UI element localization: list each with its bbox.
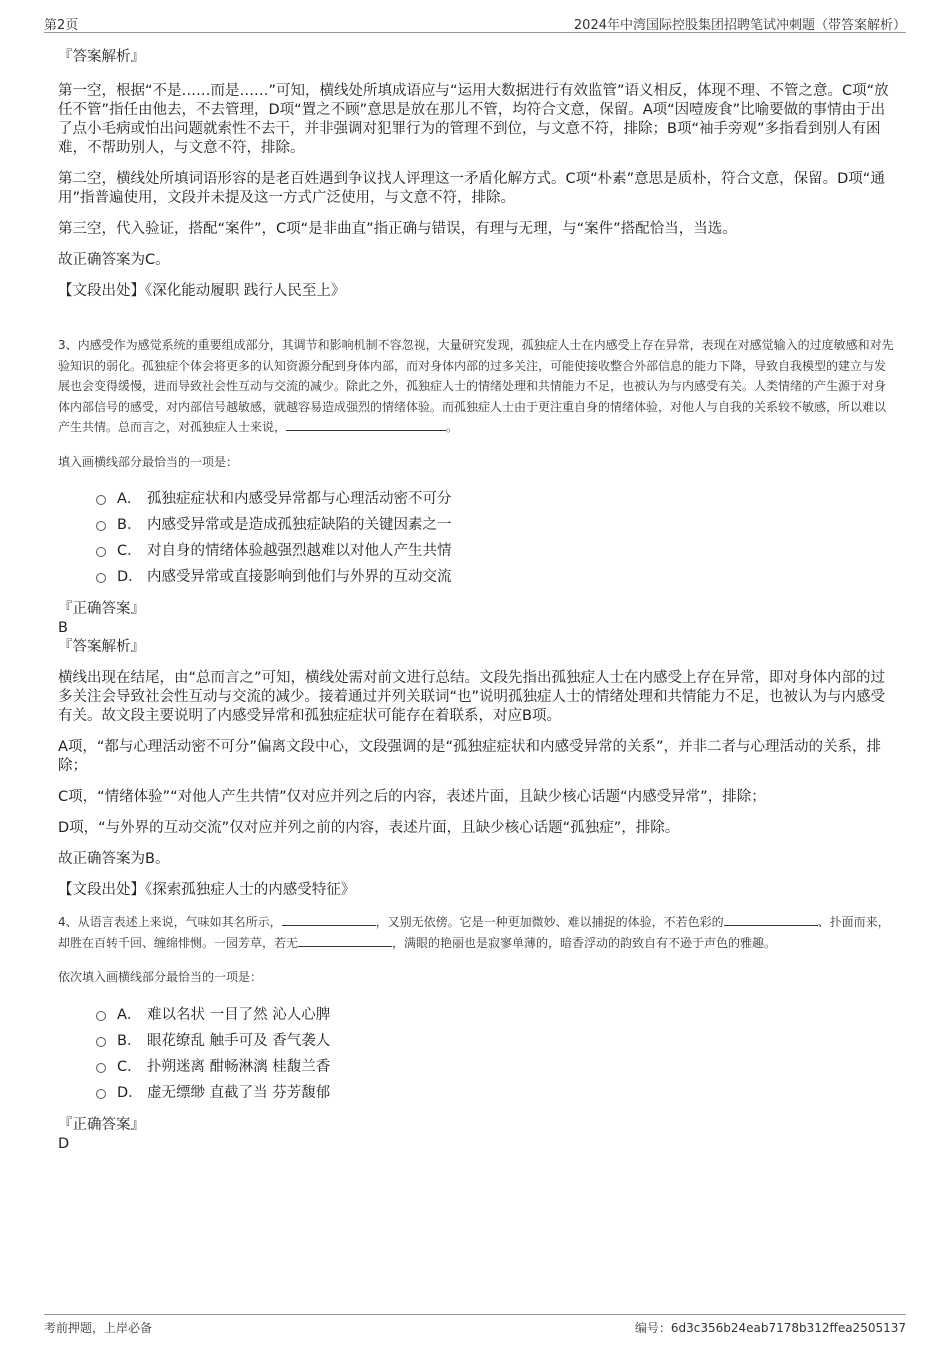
source-title: 《探索孤独症人士的内感受特征》	[145, 882, 356, 898]
passage-source	[58, 881, 894, 900]
option-b[interactable]: B． 眼花缭乱 触手可及 香气袭人	[96, 1028, 894, 1054]
analysis-paragraph: C项，“情绪体验”“对他人产生共情”仅对应并列之后的内容，表述片面，且缺少核心话题“内感受异常”，排除；	[58, 789, 766, 805]
option-c[interactable]: C． 扑朔迷离 酣畅淋漓 桂馥兰香	[96, 1054, 894, 1080]
footer-slogan: 考前押题，上岸必备	[44, 1321, 153, 1335]
document-code: 编号：6d3c356b24eab7178b312ffea2505137	[634, 1321, 906, 1335]
option-c[interactable]: C． 对自身的情绪体验越强烈越难以对他人产生共情	[96, 538, 894, 564]
question-stem	[58, 335, 894, 438]
analysis-paragraph: D项，“与外界的互动交流”仅对应并列之前的内容，表述片面，且缺少核心话题“孤独症”，排除。	[58, 820, 680, 836]
source-label: 【文段出处】	[58, 882, 145, 898]
page-number: 第2页	[44, 18, 79, 33]
option-d[interactable]: D． 内感受异常或直接影响到他们与外界的互动交流	[96, 564, 894, 590]
correct-answer-label: 『正确答案』	[58, 1116, 145, 1133]
question-prompt: 填入画横线部分最恰当的一项是：	[58, 454, 239, 469]
analysis-paragraph: 第一空，根据“不是……而是……”可知，横线处所填成语应与“运用大数据进行有效监管”语义相反，体现不理、不管之意。C项“放任不管”指任由他去，不去管理，D项“置之不顾”意思是放在那儿不管，均符合文意，保留。A项“因噎废食”比喻要做的事情由于出了点小毛病或怕出问题就索性不去干，并非强调对犯罪行为的管理不到位，与文意不符，排除；B项“袖手旁观”多指看到别人有困难，不帮助别人，与文意不符，排除。	[58, 83, 889, 156]
document-title: 2024年中湾国际控股集团招聘笔试冲刺题（带答案解析）	[573, 18, 906, 33]
answer-blank	[724, 913, 818, 926]
correct-answer-conclusion: 故正确答案为C。	[58, 252, 170, 268]
page-content	[58, 48, 894, 1154]
question-stem-text: 3、内感受作为感觉系统的重要组成部分，其调节和影响机制不容忽视，大量研究发现，孤独症人士在内感受上存在异常，表现在对感觉输入的过度敏感和对先验知识的弱化。孤独症个体会将更多的认知资源分配到身体内部，而对身体内部的过多关注，可能使接收整合外部信息的能力下降，导致自我模型的建立与发展也会变得缓慢，进而导致社会性互动与交流的减少。除此之外，孤独症人士的情绪处理和共情能力不足，也被认为与内感受有关。人类情绪的产生源于对身体内部信号的感受，对内部信号越敏感，就越容易造成强烈的情绪体验。而孤独症人士由于更注重自身的情绪体验，对他人与自我的关系较不敏感，所以难以产生共情。总而言之，对孤独症人士来说，	[58, 338, 894, 434]
passage-source	[58, 282, 894, 301]
analysis-paragraph: 第二空，横线处所填词语形容的是老百姓遇到争议找人评理这一矛盾化解方式。C项“朴素”意思是质朴，符合文意，保留。D项“通用”指普遍使用，文段并未提及这一方式广泛使用，与文意不符，排除。	[58, 171, 885, 206]
analysis-paragraph: A项，“都与心理活动密不可分”偏离文段中心，文段强调的是“孤独症症状和内感受异常的关系”，并非二者与心理活动的关系，排除；	[58, 739, 881, 774]
options-list	[96, 1002, 894, 1106]
option-d[interactable]: D． 虚无缥缈 直截了当 芬芳馥郁	[96, 1080, 894, 1106]
radio-icon[interactable]	[96, 1063, 106, 1073]
radio-icon[interactable]	[96, 547, 106, 557]
correct-answer-conclusion: 故正确答案为B。	[58, 851, 170, 867]
answer-analysis-label: 『答案解析』	[58, 49, 145, 65]
answer-blank	[298, 934, 392, 947]
question-stem: 4、从语言表述上来说，气味如其名所示， ，又别无依傍。它是一种更加微妙、难以捕捉的体验，不若色彩的 、扑面而来，却胜在百转千回、缠绵悱恻。一园芳草，若无 ，满眼的艳丽也是寂寥单薄的，暗香浮动的韵致自有不逊于声色的雅趣。	[58, 915, 890, 950]
answer-blank	[286, 418, 446, 431]
radio-icon[interactable]	[96, 1089, 106, 1099]
option-a[interactable]: A． 孤独症症状和内感受异常都与心理活动密不可分	[96, 486, 894, 512]
source-title: 《深化能动履职 践行人民至上》	[145, 283, 346, 299]
stem-end: 。	[446, 420, 459, 434]
analysis-paragraph: 第三空，代入验证，搭配“案件”，C项“是非曲直”指正确与错误，有理与无理，与“案件”搭配恰当，当选。	[58, 221, 737, 237]
answer-analysis-label: 『答案解析』	[58, 639, 145, 655]
analysis-paragraph: 横线出现在结尾，由“总而言之”可知，横线处需对前文进行总结。文段先指出孤独症人士在内感受上存在异常，即对身体内部的过多关注会导致社会性互动与交流的减少。接着通过并列关联词“也”说明孤独症人士的情绪处理和共情能力不足，也被认为与内感受有关。故文段主要说明了内感受异常和孤独症症状可能存在着联系，对应B项。	[58, 670, 886, 724]
radio-icon[interactable]	[96, 1011, 106, 1021]
radio-icon[interactable]	[96, 573, 106, 583]
correct-answer-label: 『正确答案』	[58, 601, 145, 617]
radio-icon[interactable]	[96, 521, 106, 531]
answer-blank	[282, 913, 376, 926]
option-b[interactable]: B． 内感受异常或是造成孤独症缺陷的关键因素之一	[96, 512, 894, 538]
page-footer	[44, 1314, 906, 1335]
correct-answer: D	[58, 1135, 70, 1152]
question-prompt: 依次填入画横线部分最恰当的一项是：	[58, 970, 263, 984]
correct-answer: B	[58, 620, 68, 636]
page-header	[44, 14, 906, 33]
source-label: 【文段出处】	[58, 283, 145, 299]
option-a[interactable]: A． 难以名状 一目了然 沁人心脾	[96, 1002, 894, 1028]
radio-icon[interactable]	[96, 495, 106, 505]
radio-icon[interactable]	[96, 1037, 106, 1047]
options-list	[96, 486, 894, 590]
